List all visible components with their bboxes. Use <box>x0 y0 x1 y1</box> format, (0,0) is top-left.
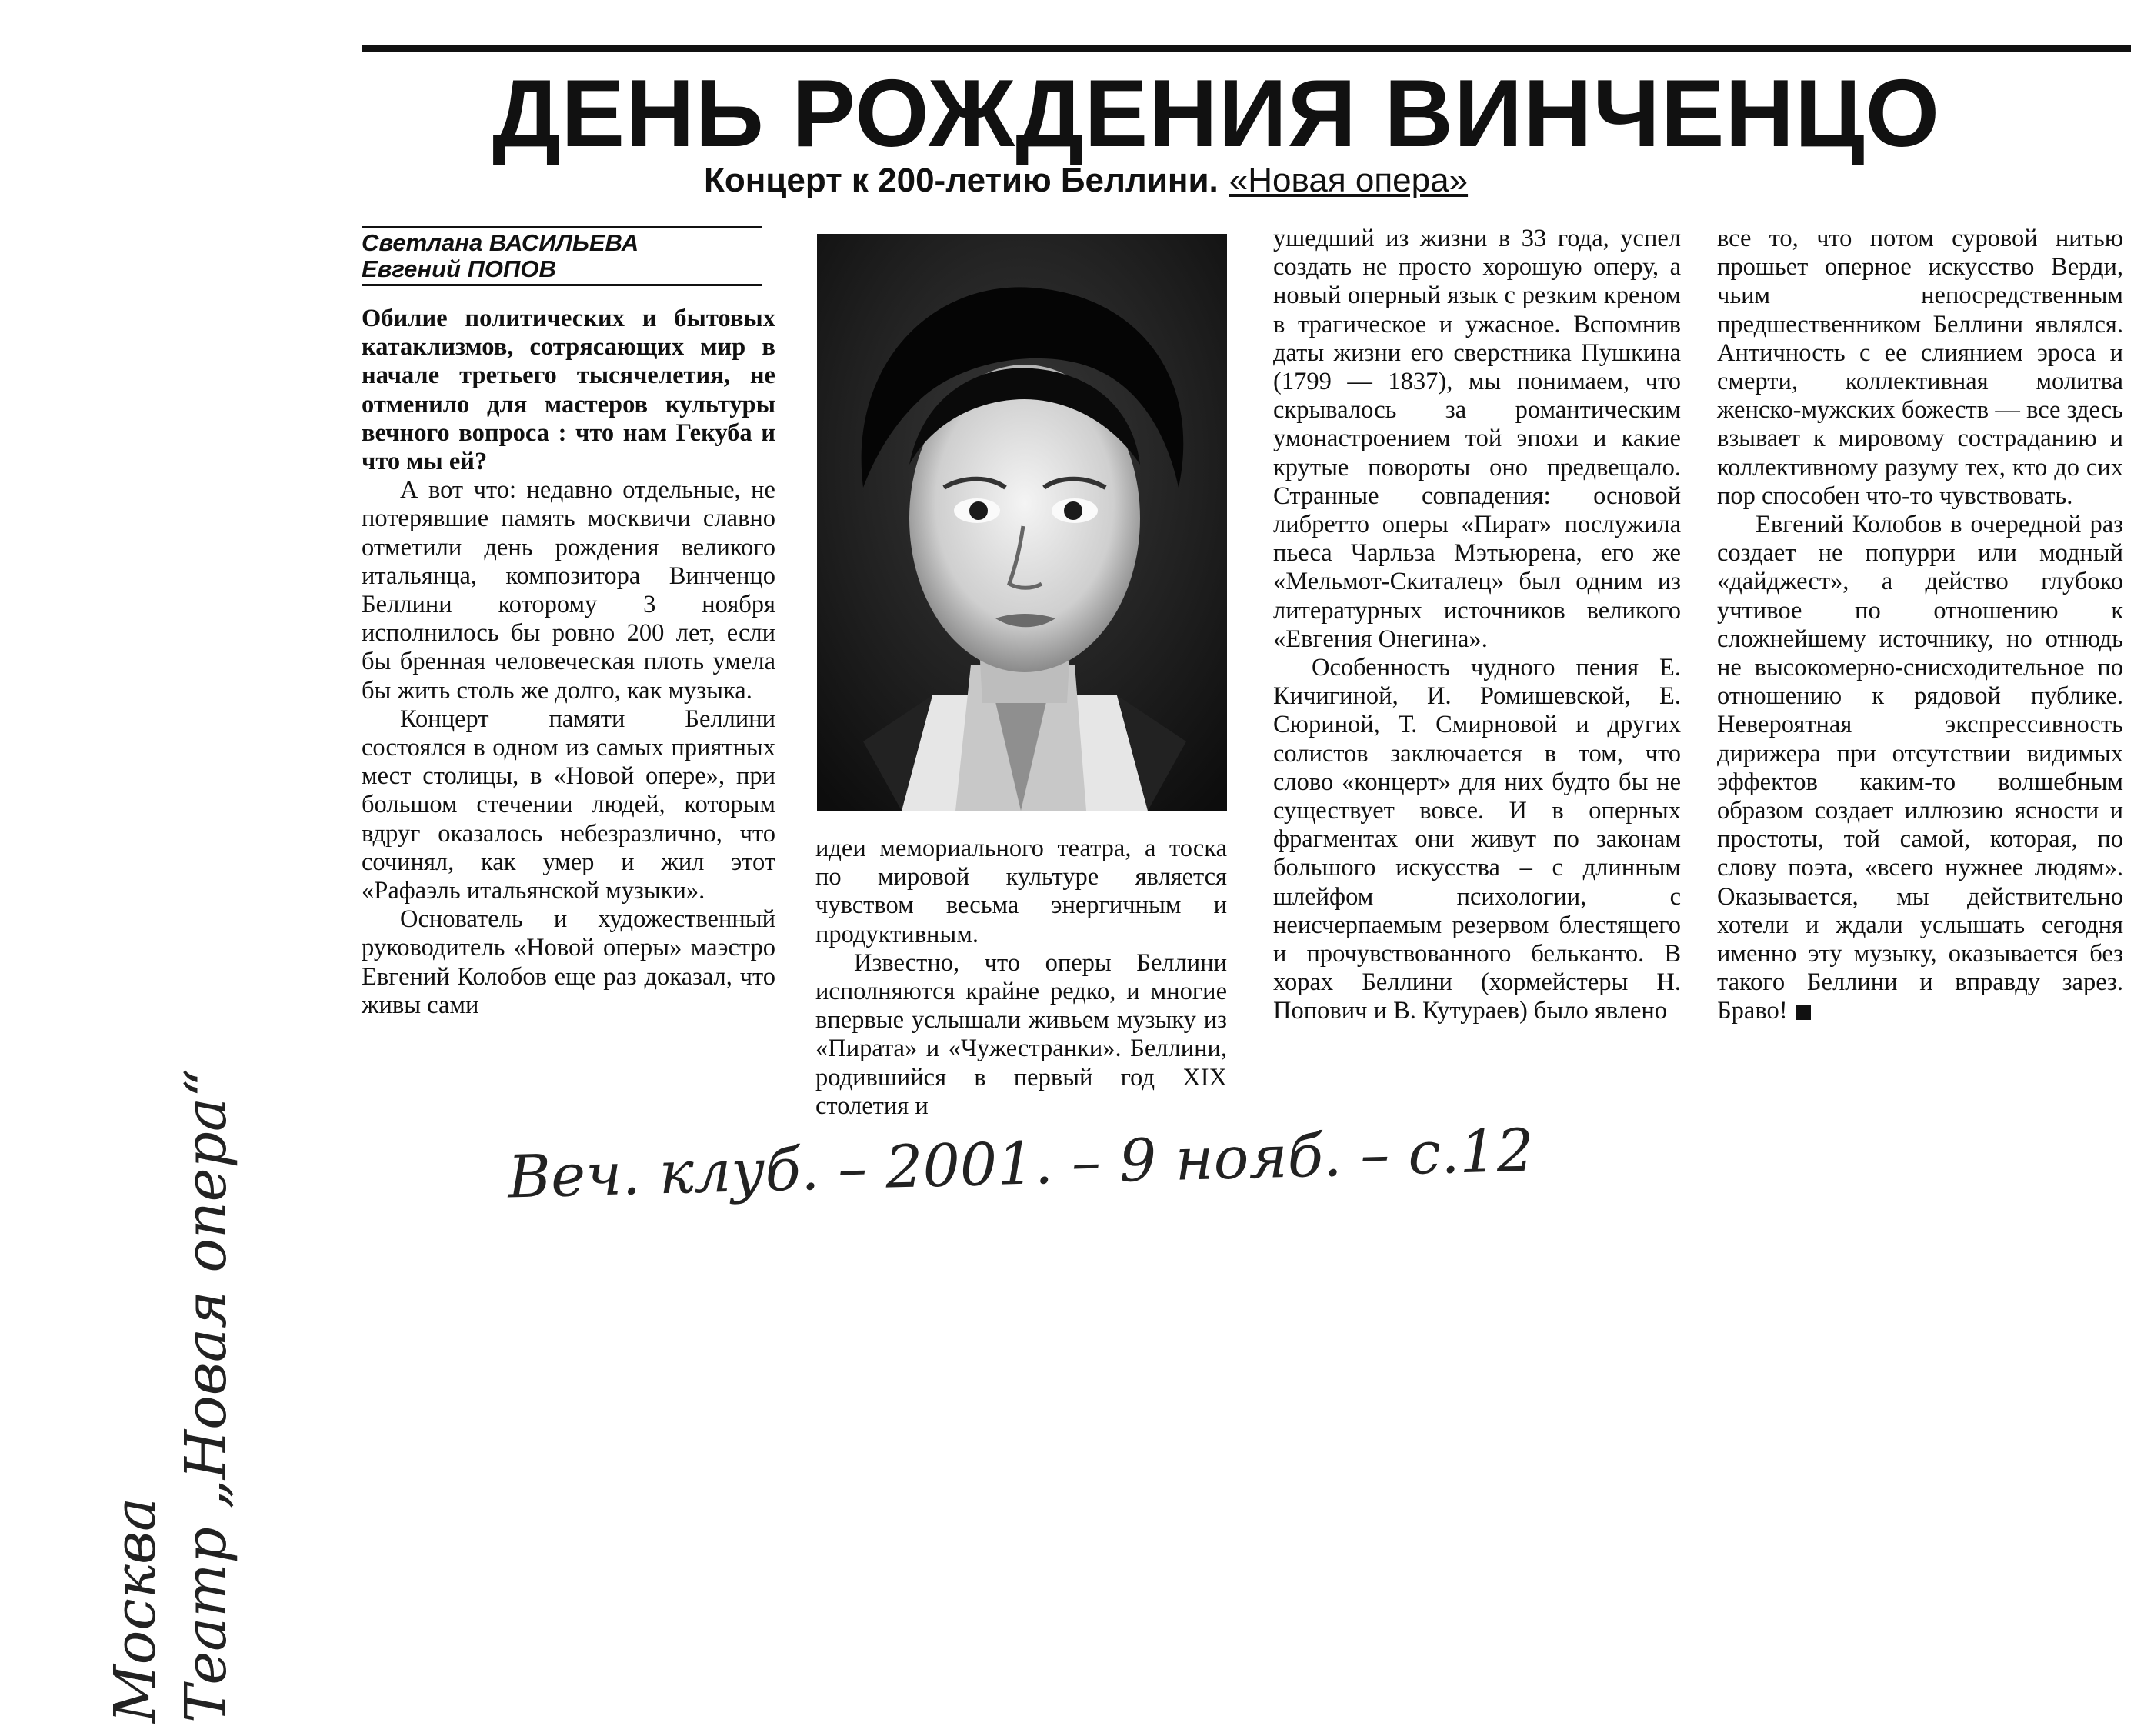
subheadline-theatre: «Новая опера» <box>1229 162 1469 199</box>
author-1: Светлана ВАСИЛЬЕВА <box>362 229 639 256</box>
byline <box>362 226 762 286</box>
final-paragraph-text: Евгений Колобов в очередной раз создает не попурри или модный «дайджест», а действо глубоко учтивое по отношению к сложнейшему источнику, но отнюдь не высокомерно-снисходительное по отношению к рядовой публике. Невероятная экспрессивность дирижера при отсутствии видимых эффектов каким-то волшебным образом создает иллюзию ясности и простоты, той самой, которая, по слову поэта, «всего нужнее людям». Оказывается, мы действительно хотели и ждали услышать сегодня именно эту музыку, оказывается без такого Беллини и вправду зарез. Браво! <box>1717 511 2123 1025</box>
paragraph: Концерт памяти Беллини состоялся в одном из самых приятных мест столицы, в «Новой опере», при большом стечении людей, которым вдруг оказалось небезразлично, что сочинял, как умер и жил этот «Рафаэль итальянской музыки». <box>362 705 775 905</box>
paragraph: ушедший из жизни в 33 года, успел создать не просто хорошую оперу, а новый оперный язык с резким креном в трагическое и ужасное. Вспомнив даты жизни его сверстника Пушкина (1799 — 1837), мы понимаем, что скрывалось за романтическим умонастроением той эпохи и какие крутые повороты оно предвещало. Странные совпадения: основой либретто оперы «Пират» послужила пьеса Чарльза Мэтьюрена, его же «Мельмот-Скиталец» был одним из литературных источников великого «Евгения Онегина». <box>1273 225 1681 653</box>
top-rule <box>362 45 2131 52</box>
article-column-3 <box>1273 225 1681 1026</box>
article-column-4 <box>1717 225 2123 1026</box>
paragraph: Особенность чудного пения Е. Кичигиной, И. Ромишевской, Е. Сюриной, Т. Смирновой и других солистов заключается в том, что слово «концерт» для них будто бы не существует вовсе. И в оперных фрагментах они живут по законам большого искусства – с длинным шлейфом психологии, с неисчерпаемым резервом блестящего и прочувствованного бельканто. В хорах Беллини (хормейстеры Н. Попович и В. Кутураев) было явлено <box>1273 654 1681 1025</box>
paragraph: Известно, что оперы Беллини исполняются крайне редко, и многие впервые услышали живьем музыку из «Пирата» и «Чужестранки». Беллини, родившийся в первый год XIX столетия и <box>815 948 1227 1120</box>
paragraph: все то, что потом суровой нитью прошьет оперное искусство Верди, чьим непосредственным предшественником Беллини являлся. Античность с ее слиянием эроса и смерти, коллективная молитва женско-мужских божеств — все здесь взывает к мировому состраданию и коллективному разуму тех, кто до сих пор способен что-то чувствовать. <box>1717 225 2123 510</box>
subheadline-text: Концерт к 200-летию Беллини. <box>704 162 1219 199</box>
paragraph <box>1717 511 2123 1026</box>
paragraph: Основатель и художественный руководитель «Новой оперы» маэстро Евгений Колобов еще раз доказал, что живы сами <box>362 905 775 1019</box>
margin-note-line-1: Москва <box>102 1497 168 1723</box>
paragraph: А вот что: недавно отдельные, не потерявшие память москвичи славно отметили день рождения великого итальянца, композитора Винченцо Беллини которому 3 ноября исполнилось бы ровно 200 лет, если бы бренная человеческая плоть умела бы жить столь же долго, как музыка. <box>362 476 775 705</box>
handwritten-margin-note <box>100 1068 242 1723</box>
end-of-article-mark <box>1796 1005 1811 1020</box>
headline: ДЕНЬ РОЖДЕНИЯ ВИНЧЕНЦО <box>492 61 1941 167</box>
handwritten-source-note: Веч. клуб. – 2001. – 9 нояб. – с.12 <box>507 1115 1535 1211</box>
bellini-portrait <box>817 234 1227 811</box>
margin-note-line-2: Театр „Новая опера“ <box>173 1068 239 1723</box>
subheadline <box>704 158 1468 204</box>
article-column-1 <box>362 305 775 1020</box>
lead-paragraph: Обилие политических и бытовых катаклизмов, сотрясающих мир в начале третьего тысячелетия, не отменило для мастеров культуры вечного вопроса : что нам Гекуба и что мы ей? <box>362 305 775 476</box>
article-column-2 <box>815 835 1227 1121</box>
paragraph: идеи мемориального театра, а тоска по мировой культуре является чувством весьма энергичным и продуктивным. <box>815 835 1227 948</box>
author-2: Евгений ПОПОВ <box>362 255 556 282</box>
